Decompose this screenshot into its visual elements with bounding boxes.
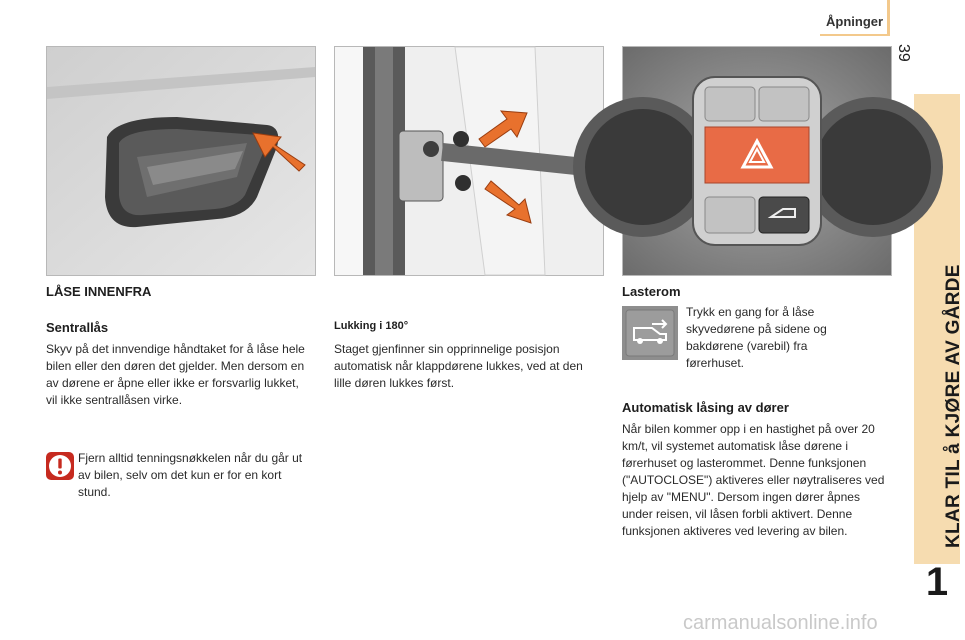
van-lock-icon (622, 306, 678, 360)
section-heading: LÅSE INNENFRA (46, 284, 152, 299)
watermark: carmanualsonline.info (683, 612, 878, 634)
warning-text: Fjern alltid tenningsnøkkelen når du går ut av bilen, selv om det kun er for en kort stund. (78, 451, 303, 499)
central-locking-heading: Sentrallås (46, 320, 109, 335)
stay-text: Staget gjenfinner sin opprinnelige posisjon automatisk når klappdørene lukkes, ved at den lille døren lukkes først. (334, 342, 583, 390)
chapter-number: 1 (925, 560, 949, 604)
page-number: 39 (895, 44, 912, 62)
header-divider (820, 34, 890, 36)
autolock-heading: Automatisk låsing av dører (622, 400, 789, 415)
stay-heading: Lukking i 180° (334, 320, 409, 332)
central-locking-text: Skyv på det innvendige håndtaket for å låse hele bilen eller den døren det gjelder. Men dersom en av dørene er åpne eller ikke er forsvarlig lukket, vil ikke sentrallåsen virke. (46, 342, 305, 407)
header-section-title: Åpninger (826, 14, 884, 29)
door-handle-photo (46, 46, 316, 276)
dashboard-buttons-photo (622, 46, 892, 276)
cargo-key-text: Trykk en gang for å låse skyvedørene på sidene og bakdørene (varebil) fra førerhuset. (686, 305, 827, 370)
exclamation-icon (46, 452, 74, 480)
chapter-title: KLAR TIL å KJØRE AV GÅRDE (943, 264, 964, 548)
door-stay-photo (334, 46, 604, 276)
cargo-heading: Lasterom (622, 284, 681, 299)
header-tick (887, 0, 890, 36)
autolock-text: Når bilen kommer opp i en hastighet på over 20 km/t, vil systemet automatisk låse dørene i førerhuset og lasterommet. Denne funksjonen ("AUTOCLOSE") aktiveres eller nøytraliseres ved hjelp av "MENU". Dersom ingen dører åpnes under reisen, vil låsen forbli aktivert. Denne funksjonen aktiveres ved levering av bilen. (622, 422, 885, 538)
